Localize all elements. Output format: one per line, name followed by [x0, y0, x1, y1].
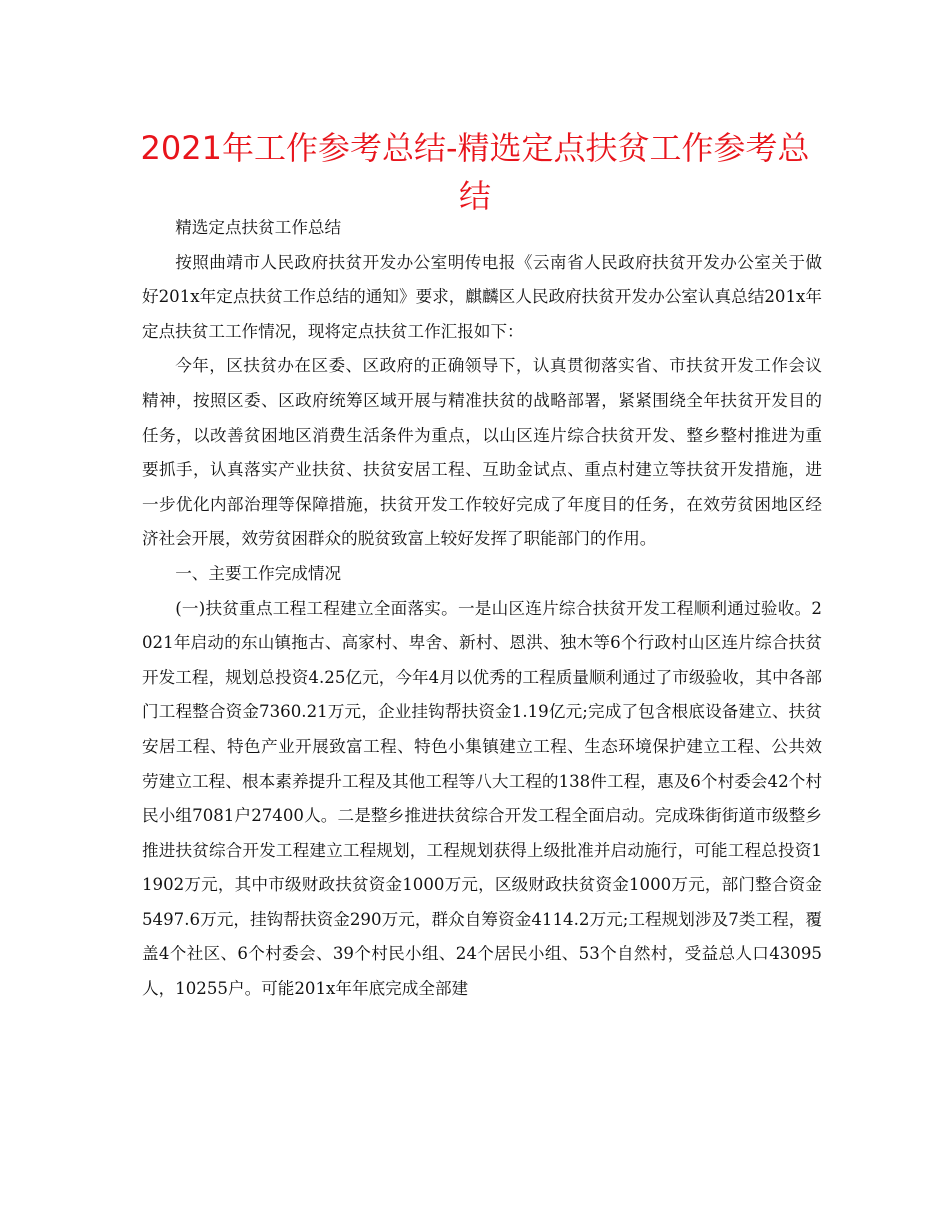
section-heading: 一、主要工作完成情况 [175, 563, 342, 583]
body-paragraph: 按照曲靖市人民政府扶贫开发办公室明传电报《云南省人民政府扶贫开发办公室关于做好201x年定点扶贫工作总结的通知》要求，麒麟区人民政府扶贫开发办公室认真总结201x年定点扶贫工工作情况，现将定点扶贫工作汇报如下： [142, 252, 822, 341]
document-title: 2021年工作参考总结-精选定点扶贫工作参考总结 [140, 129, 810, 215]
section-subtitle: 精选定点扶贫工作总结 [175, 218, 342, 237]
document-body [142, 211, 822, 1007]
body-paragraph: (一)扶贫重点工程工程建立全面落实。一是山区连片综合扶贫开发工程顺利通过验收。2021年启动的东山镇拖古、高家村、卑舍、新村、恩洪、独木等6个行政村山区连片综合扶贫开发工程，规划总投资4.25亿元，今年4月以优秀的工程质量顺利通过了市级验收，其中各部门工程整合资金7360.21万元，企业挂钩帮扶资金1.19亿元;完成了包含根底设备建立、扶贫安居工程、特色产业开展致富工程、特色小集镇建立工程、生态环境保护建立工程、公共效劳建立工程、根本素养提升工程及其他工程等八大工程的138件工程，惠及6个村委会42个村民小组7081户27400人。二是整乡推进扶贫综合开发工程全面启动。完成珠街街道市级整乡推进扶贫综合开发工程建立工程规划，工程规划获得上级批准并启动施行，可能工程总投资11902万元，其中市级财政扶贫资金1000万元，区级财政扶贫资金1000万元，部门整合资金5497.6万元，挂钩帮扶资金290万元，群众自筹资金4114.2万元;工程规划涉及7类工程，覆盖4个社区、6个村委会、39个村民小组、24个居民小组、53个自然村，受益总人口43095人，10255户。可能201x年年底完成全部建 [142, 598, 822, 999]
body-paragraph: 今年，区扶贫办在区委、区政府的正确领导下，认真贯彻落实省、市扶贫开发工作会议精神，按照区委、区政府统筹区域开展与精准扶贫的战略部署，紧紧围绕全年扶贫开发目的任务，以改善贫困地区消费生活条件为重点，以山区连片综合扶贫开发、整乡整村推进为重要抓手，认真落实产业扶贫、扶贫安居工程、互助金试点、重点村建立等扶贫开发措施，进一步优化内部治理等保障措施，扶贫开发工作较好完成了年度目的任务，在效劳贫困地区经济社会开展，效劳贫困群众的脱贫致富上较好发挥了职能部门的作用。 [142, 356, 822, 549]
